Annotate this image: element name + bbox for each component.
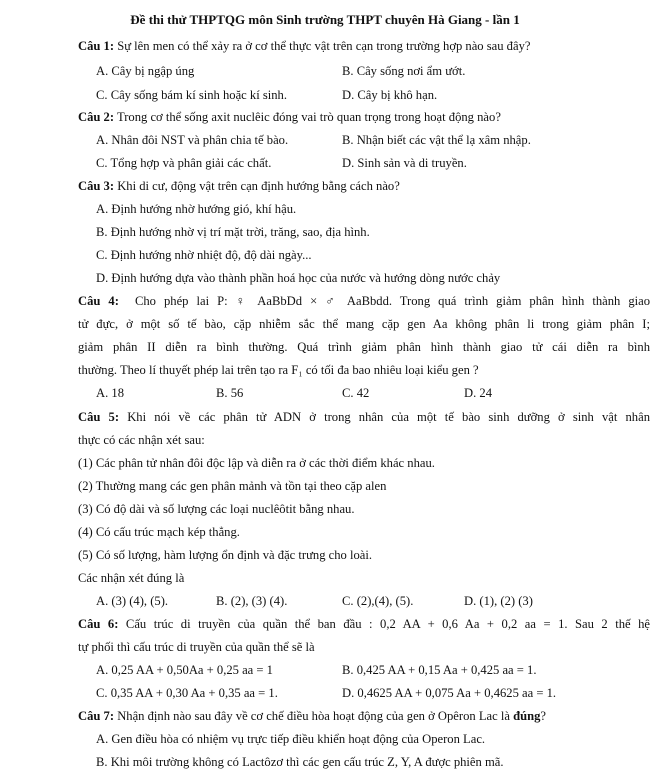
question-6-option-d: D. 0,4625 AA + 0,075 Aa + 0,4625 aa = 1.: [342, 686, 557, 700]
question-6-line-1: [78, 616, 650, 632]
question-5-option-c: C. (2),(4), (5).: [342, 594, 414, 608]
question-2-text: Trong cơ thể sống axit nuclêic đóng vai trò quan trọng trong hoạt động nào?: [116, 110, 501, 124]
question-5-statement-5: (5) Có số lượng, hàm lượng ổn định và đặc trưng cho loài.: [78, 548, 373, 562]
question-5-statement-1: (1) Các phân tử nhân đôi độc lập và diễn ra ở các thời điểm khác nhau.: [78, 456, 435, 470]
question-5-line-1: [78, 409, 650, 425]
question-5-option-a: A. (3) (4), (5).: [96, 594, 169, 608]
question-5-statement-3: (3) Có độ dài và số lượng các loại nuclêôtit bằng nhau.: [78, 502, 355, 516]
question-5-label: Câu 5:: [78, 410, 120, 424]
page-title: Đề thi thử THPTQG môn Sinh trường THPT chuyên Hà Giang - lần 1: [130, 12, 520, 27]
question-1: [78, 38, 530, 54]
question-1-text: Sự lên men có thể xảy ra ở cơ thể thực vật trên cạn trong trường hợp nào sau đây?: [117, 39, 531, 53]
question-5-statement-2: (2) Thường mang các gen phân mảnh và tồn tại theo cặp alen: [78, 479, 387, 493]
question-2-option-a: A. Nhân đôi NST và phân chia tế bào.: [96, 133, 289, 147]
question-1-option-c: C. Cây sống bám kí sinh hoặc kí sinh.: [96, 88, 287, 102]
question-3-option-a: A. Định hướng nhờ hướng gió, khí hậu.: [96, 202, 297, 216]
question-4-option-d: D. 24: [464, 386, 492, 400]
question-6-line-2: tự phối thì cấu trúc di truyền của quần thể sẽ là: [78, 640, 315, 654]
question-5-statement-4: (4) Có cấu trúc mạch kép thẳng.: [78, 525, 240, 539]
question-2-option-d: D. Sinh sản và di truyền.: [342, 156, 467, 170]
question-4-option-c: C. 42: [342, 386, 370, 400]
question-5-prompt: Các nhận xét đúng là: [78, 571, 185, 585]
question-6-text-1: Cấu trúc di truyền của quần thể ban đầu : 0,2 AA + 0,6 Aa + 0,2 aa = 1. Sau 2 thế hệ: [125, 617, 650, 631]
question-5-text-1: Khi nói về các phân tử ADN ở trong nhân của một tế bào sinh dưỡng ở sinh vật nhân: [127, 410, 650, 424]
question-2-option-b: B. Nhận biết các vật thể lạ xâm nhập.: [342, 133, 531, 147]
question-6-option-a: A. 0,25 AA + 0,50Aa + 0,25 aa = 1: [96, 663, 273, 677]
question-7-option-a: A. Gen điều hòa có nhiệm vụ trực tiếp điều khiển hoạt động của Operon Lac.: [96, 732, 486, 746]
question-3-option-d: D. Định hướng dựa vào thành phần hoá học của nước và hướng dòng nước chảy: [96, 271, 501, 285]
question-7-end: ?: [540, 709, 547, 723]
question-6-option-c: C. 0,35 AA + 0,30 Aa + 0,35 aa = 1.: [96, 686, 278, 700]
question-7-option-b: B. Khi môi trường không có Lactôzơ thì các gen cấu trúc Z, Y, A được phiên mã.: [96, 755, 504, 769]
question-3-option-b: B. Định hướng nhờ vị trí mặt trời, trăng, sao, địa hình.: [96, 225, 370, 239]
question-4-line-2: tử đực, ở một số tế bào, cặp nhiễm sắc thể mang cặp gen Aa không phân li trong giảm phân I;: [78, 317, 650, 331]
question-1-option-d: D. Cây bị khô hạn.: [342, 88, 438, 102]
question-4-option-b: B. 56: [216, 386, 244, 400]
question-6-label: Câu 6:: [78, 617, 119, 631]
question-3: [78, 178, 400, 194]
question-2-option-c: C. Tổng hợp và phân giải các chất.: [96, 156, 272, 170]
question-3-option-c: C. Định hướng nhờ nhiệt độ, độ dài ngày...: [96, 248, 312, 262]
question-4-text-1: Cho phép lai P: ♀ AaBbDd × ♂ AaBbdd. Trong quá trình giảm phân hình thành giao: [134, 294, 650, 308]
question-4-line-3: giảm phân II diễn ra bình thường. Quá trình giảm phân hình thành giao tử cái diễn ra bình: [78, 340, 650, 354]
question-4-line-4: thường. Theo lí thuyết phép lai trên tạo ra F₁ có tối đa bao nhiêu loại kiểu gen ?: [78, 363, 479, 377]
question-7-text: Nhận định nào sau đây về cơ chế điều hòa hoạt động của gen ở Opêron Lac là: [117, 709, 510, 723]
question-7-emphasis: đúng: [513, 709, 541, 723]
question-5-option-b: B. (2), (3) (4).: [216, 594, 288, 608]
question-3-label: Câu 3:: [78, 179, 115, 193]
question-1-label: Câu 1:: [78, 39, 115, 53]
question-3-text: Khi di cư, động vật trên cạn định hướng bằng cách nào?: [117, 179, 400, 193]
question-4-line-1: [78, 293, 650, 309]
question-6-option-b: B. 0,425 AA + 0,15 Aa + 0,425 aa = 1.: [342, 663, 537, 677]
question-1-option-a: A. Cây bị ngập úng: [96, 64, 195, 78]
question-5-option-d: D. (1), (2) (3): [464, 594, 533, 608]
question-2: [78, 109, 501, 125]
question-7-label: Câu 7:: [78, 709, 115, 723]
question-7: [78, 708, 546, 724]
question-4-option-a: A. 18: [96, 386, 124, 400]
question-1-option-b: B. Cây sống nơi ẩm ướt.: [342, 64, 466, 78]
question-4-label: Câu 4:: [78, 294, 119, 308]
question-5-line-2: thực có các nhận xét sau:: [78, 433, 205, 447]
question-2-label: Câu 2:: [78, 110, 115, 124]
